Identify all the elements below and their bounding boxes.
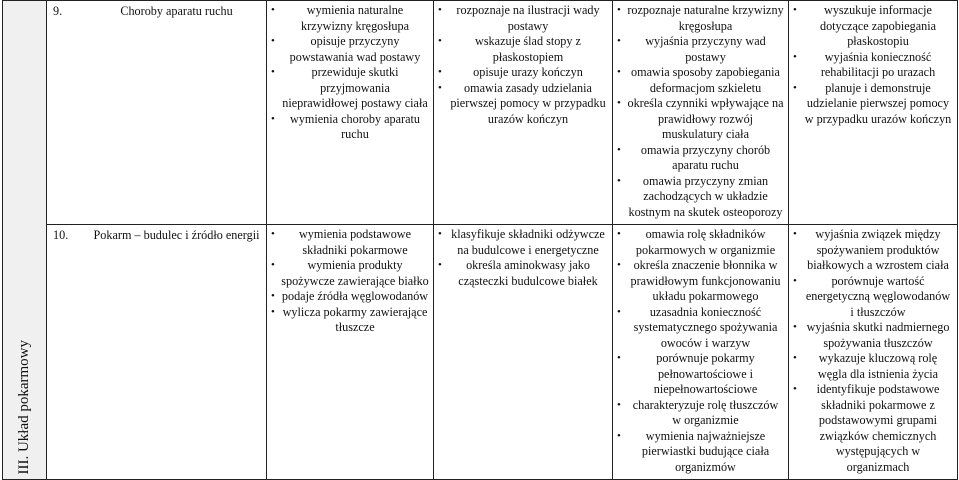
- requirements-cell: [789, 1, 958, 225]
- requirements-cell: [789, 225, 958, 480]
- table-row: [3, 1, 958, 225]
- requirements-list: [613, 1, 788, 224]
- requirement-item: • wymienia najważniejsze pierwiastki budujące ciała organizmów: [617, 429, 784, 476]
- requirement-item: • omawia przyczyny zmian zachodzących w układzie kostnym na skutek osteoporozy: [617, 174, 784, 221]
- requirement-item: • podaje źródła węglowodanów: [271, 289, 429, 305]
- requirement-item: • planuje i demonstruje udzielanie pierwszej pomocy w przypadku urazów kończyn: [793, 81, 953, 128]
- requirements-list: [267, 1, 433, 147]
- table-row: [3, 225, 958, 480]
- requirement-item: • wylicza pokarmy zawierające tłuszcze: [271, 305, 429, 336]
- requirements-cell: [613, 1, 789, 225]
- lesson-topic: Choroby aparatu ruchu: [120, 4, 233, 18]
- lesson-number: 10.: [53, 228, 69, 242]
- section-cell: [3, 1, 47, 480]
- requirements-cell: [613, 225, 789, 480]
- requirement-item: • wymienia naturalne krzywizny kręgosłupa: [271, 3, 429, 34]
- requirement-item: • omawia przyczyny chorób aparatu ruchu: [617, 143, 784, 174]
- requirements-list: [267, 225, 433, 340]
- requirement-item: • określa znaczenie błonnika w prawidłowym funkcjonowaniu układu pokarmowego: [617, 258, 784, 305]
- requirement-item: • wyjaśnia skutki nadmiernego spożywania tłuszczów: [793, 320, 953, 351]
- requirement-item: • klasyfikuje składniki odżywcze na budulcowe i energetyczne: [438, 227, 608, 258]
- requirement-item: • porównuje pokarmy pełnowartościowe i niepełnowartościowe: [617, 351, 784, 398]
- requirement-item: • wymienia choroby aparatu ruchu: [271, 112, 429, 143]
- requirement-item: • wymienia produkty spożywcze zawierające białko: [271, 258, 429, 289]
- requirement-item: • wyjaśnia przyczyny wad postawy: [617, 34, 784, 65]
- requirements-cell: [434, 1, 613, 225]
- curriculum-table: [2, 0, 958, 480]
- requirements-cell: [434, 225, 613, 480]
- requirement-item: • opisuje urazy kończyn: [438, 65, 608, 81]
- requirement-item: • wykazuje kluczową rolę węgla dla istnienia życia: [793, 351, 953, 382]
- requirement-item: • opisuje przyczyny powstawania wad postawy: [271, 34, 429, 65]
- requirement-item: • omawia rolę składników pokarmowych w organizmie: [617, 227, 784, 258]
- requirement-item: • omawia sposoby zapobiegania deformacjom szkieletu: [617, 65, 784, 96]
- requirements-list: [434, 225, 612, 293]
- requirements-list: [789, 225, 957, 479]
- requirement-item: • identyfikuje podstawowe składniki pokarmowe z podstawowymi grupami związków chemicznych występujących w organizmach: [793, 382, 953, 475]
- requirement-item: • przewiduje skutki przyjmowania nieprawidłowej postawy ciała: [271, 65, 429, 112]
- lesson-number: 9.: [53, 4, 63, 18]
- requirement-item: • wskazuje ślad stopy z płaskostopiem: [438, 34, 608, 65]
- requirement-item: • wyjaśnia konieczność rehabilitacji po urazach: [793, 50, 953, 81]
- requirement-item: • charakteryzuje rolę tłuszczów w organizmie: [617, 398, 784, 429]
- requirement-item: • uzasadnia konieczność systematycznego spożywania owoców i warzyw: [617, 305, 784, 352]
- requirement-item: • określa aminokwasy jako cząsteczki budulcowe białek: [438, 258, 608, 289]
- requirement-item: • rozpoznaje naturalne krzywizny kręgosłupa: [617, 3, 784, 34]
- requirement-item: • wymienia podstawowe składniki pokarmowe: [271, 227, 429, 258]
- requirements-list: [434, 1, 612, 131]
- lesson-topic: Pokarm – budulec i źródło energii: [93, 228, 260, 242]
- requirement-item: • wyszukuje informacje dotyczące zapobiegania płaskostopiu: [793, 3, 953, 50]
- requirements-list: [789, 1, 957, 131]
- topic-cell: [47, 225, 267, 480]
- requirement-item: • rozpoznaje na ilustracji wady postawy: [438, 3, 608, 34]
- requirements-list: [613, 225, 788, 479]
- requirement-item: • porównuje wartość energetyczną węglowodanów i tłuszczów: [793, 274, 953, 321]
- requirement-item: • określa czynniki wpływające na prawidłowy rozwój muskulatury ciała: [617, 96, 784, 143]
- requirements-cell: [267, 1, 434, 225]
- topic-cell: [47, 1, 267, 225]
- requirements-cell: [267, 225, 434, 480]
- section-label: III. Układ pokarmowy: [15, 339, 32, 475]
- requirement-item: • wyjaśnia związek między spożywaniem produktów białkowych a wzrostem ciała: [793, 227, 953, 274]
- requirement-item: • omawia zasady udzielania pierwszej pomocy w przypadku urazów kończyn: [438, 81, 608, 128]
